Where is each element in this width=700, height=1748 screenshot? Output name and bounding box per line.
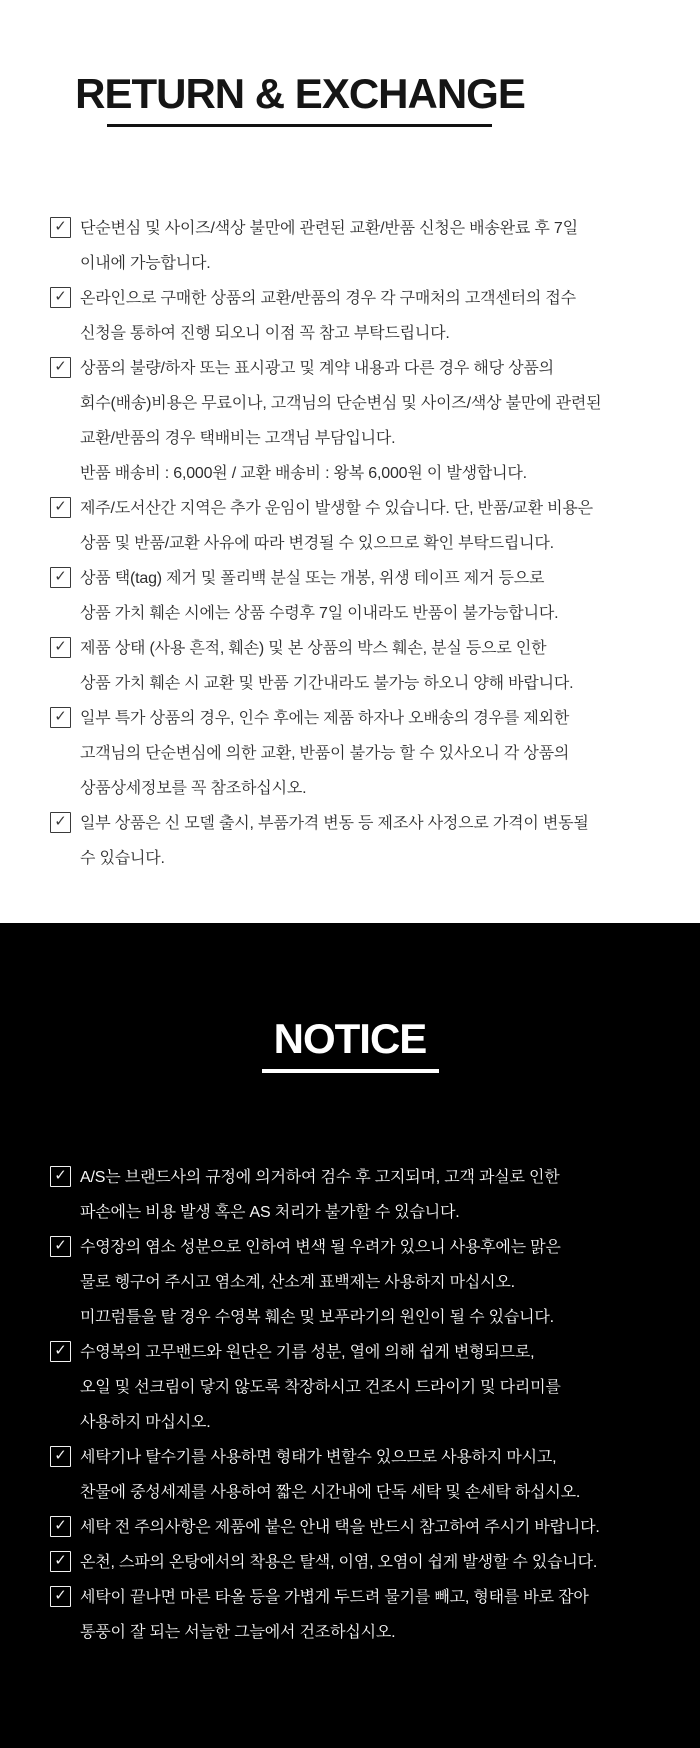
- checkbox-icon: ✓: [50, 1446, 71, 1467]
- policy-item: [50, 1160, 682, 1230]
- checkbox-icon: ✓: [50, 812, 71, 833]
- policy-item-text: [80, 1160, 682, 1230]
- policy-item-line: 상품의 불량/하자 또는 표시광고 및 계약 내용과 다른 경우 해당 상품의: [80, 360, 554, 377]
- policy-item: [50, 1335, 682, 1440]
- policy-item-line: 제품 상태 (사용 흔적, 훼손) 및 본 상품의 박스 훼손, 분실 등으로 인한: [80, 640, 547, 657]
- policy-item-text: [80, 1545, 682, 1580]
- policy-item-line: 상품 가치 훼손 시에는 상품 수령후 7일 이내라도 반품이 불가능합니다.: [80, 605, 559, 622]
- policy-item-line: 교환/반품의 경우 택배비는 고객님 부담입니다.: [80, 430, 396, 447]
- policy-item-text: [80, 1510, 682, 1545]
- policy-item-line: 수영장의 염소 성분으로 인하여 변색 될 우려가 있으니 사용후에는 맑은: [80, 1239, 561, 1256]
- policy-item-line: 물로 헹구어 주시고 염소계, 산소계 표백제는 사용하지 마십시오.: [80, 1274, 515, 1291]
- policy-item: [50, 701, 682, 806]
- checkbox-icon: ✓: [50, 1586, 71, 1607]
- notice-header: [262, 1017, 439, 1073]
- return-exchange-list: [0, 211, 700, 876]
- policy-item: [50, 1545, 682, 1580]
- policy-item: [50, 1440, 682, 1510]
- policy-item-text: [80, 351, 682, 491]
- policy-item: [50, 1510, 682, 1545]
- policy-item-text: [80, 1230, 682, 1335]
- checkbox-icon: ✓: [50, 1516, 71, 1537]
- checkbox-icon: ✓: [50, 637, 71, 658]
- policy-item-line: 고객님의 단순변심에 의한 교환, 반품이 불가능 할 수 있사오니 각 상품의: [80, 745, 570, 762]
- policy-item-line: 세탁 전 주의사항은 제품에 붙은 안내 택을 반드시 참고하여 주시기 바랍니다.: [80, 1519, 600, 1536]
- policy-item: [50, 1230, 682, 1335]
- policy-item: [50, 1580, 682, 1650]
- policy-item-line: 일부 특가 상품의 경우, 인수 후에는 제품 하자나 오배송의 경우를 제외한: [80, 710, 570, 727]
- policy-item-line: 세탁이 끝나면 마른 타올 등을 가볍게 두드려 물기를 빼고, 형태를 바로 잡아: [80, 1589, 589, 1606]
- checkbox-icon: ✓: [50, 217, 71, 238]
- policy-item-line: 수 있습니다.: [80, 850, 165, 867]
- notice-title-underline: [262, 1069, 439, 1073]
- policy-item-line: 상품상세정보를 꼭 참조하십시오.: [80, 780, 307, 797]
- policy-item: [50, 491, 682, 561]
- policy-item-line: 단순변심 및 사이즈/색상 불만에 관련된 교환/반품 신청은 배송완료 후 7일: [80, 220, 578, 237]
- notice-list: [0, 1160, 700, 1650]
- policy-item: [50, 281, 682, 351]
- policy-item-text: [80, 1335, 682, 1440]
- return-exchange-title-underline: [107, 124, 492, 127]
- policy-item-line: 상품 가치 훼손 시 교환 및 반품 기간내라도 불가능 하오니 양해 바랍니다.: [80, 675, 574, 692]
- policy-item-text: [80, 561, 682, 631]
- checkbox-icon: ✓: [50, 1236, 71, 1257]
- checkbox-icon: ✓: [50, 497, 71, 518]
- checkbox-icon: ✓: [50, 1551, 71, 1572]
- policy-item-line: 통풍이 잘 되는 서늘한 그늘에서 건조하십시오.: [80, 1624, 396, 1641]
- policy-item-text: [80, 631, 682, 701]
- checkbox-icon: ✓: [50, 567, 71, 588]
- checkbox-icon: ✓: [50, 1341, 71, 1362]
- policy-item-line: 이내에 가능합니다.: [80, 255, 211, 272]
- policy-item-line: 상품 및 반품/교환 사유에 따라 변경될 수 있으므로 확인 부탁드립니다.: [80, 535, 554, 552]
- policy-item: [50, 631, 682, 701]
- policy-item: [50, 561, 682, 631]
- checkbox-icon: ✓: [50, 287, 71, 308]
- policy-item-line: 파손에는 비용 발생 혹은 AS 처리가 불가할 수 있습니다.: [80, 1204, 460, 1221]
- policy-item-line: 수영복의 고무밴드와 원단은 기름 성분, 열에 의해 쉽게 변형되므로,: [80, 1344, 535, 1361]
- policy-item-text: [80, 1440, 682, 1510]
- policy-item-line: 미끄럼틀을 탈 경우 수영복 훼손 및 보푸라기의 원인이 될 수 있습니다.: [80, 1309, 554, 1326]
- policy-item-line: 찬물에 중성세제를 사용하여 짧은 시간내에 단독 세탁 및 손세탁 하십시오.: [80, 1484, 581, 1501]
- policy-item-line: 온천, 스파의 온탕에서의 착용은 탈색, 이염, 오염이 쉽게 발생할 수 있습니다.: [80, 1554, 598, 1571]
- notice-section: [0, 923, 700, 1748]
- policy-item-line: 반품 배송비 : 6,000원 / 교환 배송비 : 왕복 6,000원 이 발생합니다.: [80, 465, 527, 482]
- return-exchange-header: [75, 72, 525, 127]
- return-exchange-title: RETURN & EXCHANGE: [75, 70, 525, 117]
- policy-item-line: 상품 택(tag) 제거 및 폴리백 분실 또는 개봉, 위생 테이프 제거 등으로: [80, 570, 545, 587]
- policy-item-line: 제주/도서산간 지역은 추가 운임이 발생할 수 있습니다. 단, 반품/교환 비용은: [80, 500, 593, 517]
- policy-item-text: [80, 701, 682, 806]
- policy-item: [50, 806, 682, 876]
- policy-item-line: 온라인으로 구매한 상품의 교환/반품의 경우 각 구매처의 고객센터의 접수: [80, 290, 576, 307]
- policy-item-text: [80, 1580, 682, 1650]
- checkbox-icon: ✓: [50, 1166, 71, 1187]
- policy-item-line: 세탁기나 탈수기를 사용하면 형태가 변할수 있으므로 사용하지 마시고,: [80, 1449, 557, 1466]
- policy-item: [50, 351, 682, 491]
- checkbox-icon: ✓: [50, 357, 71, 378]
- policy-item-text: [80, 491, 682, 561]
- checkbox-icon: ✓: [50, 707, 71, 728]
- policy-item-line: 오일 및 선크림이 닿지 않도록 착장하시고 건조시 드라이기 및 다리미를: [80, 1379, 561, 1396]
- policy-item-line: 사용하지 마십시오.: [80, 1414, 211, 1431]
- policy-item-text: [80, 806, 682, 876]
- policy-item-line: 일부 상품은 신 모델 출시, 부품가격 변동 등 제조사 사정으로 가격이 변동될: [80, 815, 589, 832]
- notice-title: NOTICE: [273, 1015, 427, 1062]
- policy-item-text: [80, 281, 682, 351]
- policy-item: [50, 211, 682, 281]
- policy-item-line: 회수(배송)비용은 무료이나, 고객님의 단순변심 및 사이즈/색상 불만에 관련된: [80, 395, 602, 412]
- policy-item-line: A/S는 브랜드사의 규정에 의거하여 검수 후 고지되며, 고객 과실로 인한: [80, 1169, 560, 1186]
- policy-item-text: [80, 211, 682, 281]
- policy-item-line: 신청을 통하여 진행 되오니 이점 꼭 참고 부탁드립니다.: [80, 325, 450, 342]
